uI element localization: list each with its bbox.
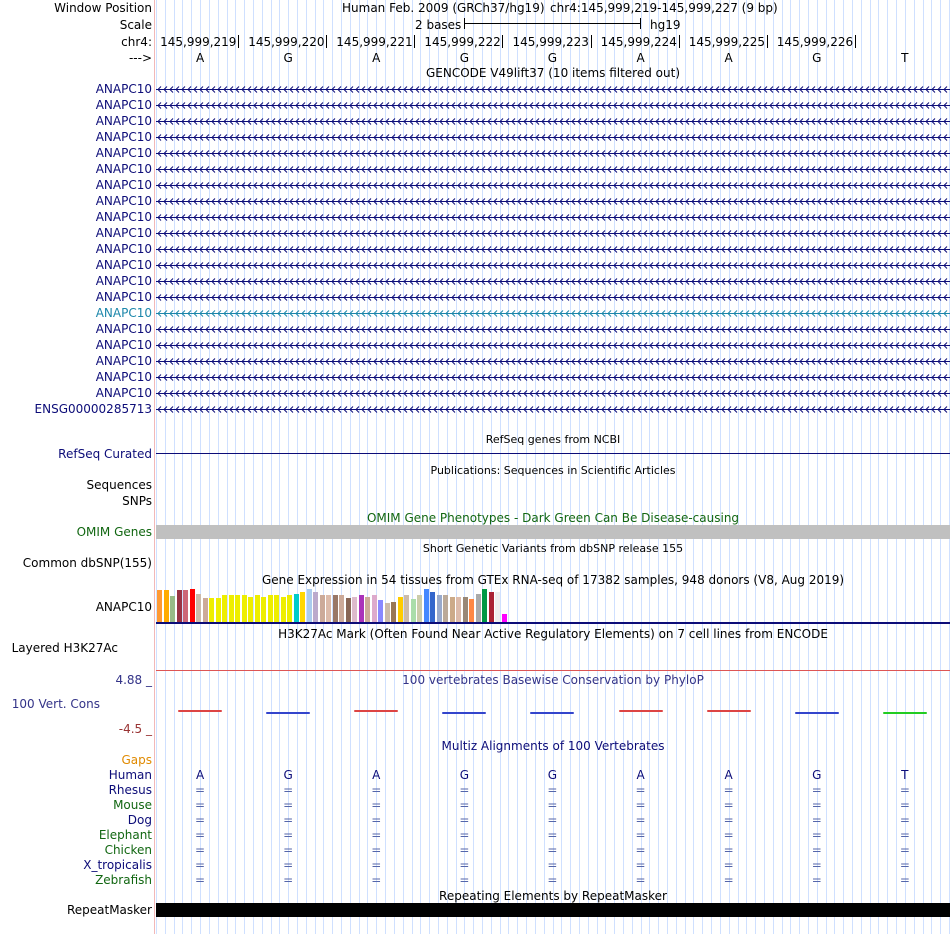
gencode-gene-line[interactable] — [156, 308, 950, 319]
gene-strand-arrows — [156, 164, 950, 175]
gtex-tissue-bar[interactable] — [183, 590, 188, 622]
scale-bar — [464, 17, 641, 31]
gencode-gene-label[interactable]: ANAPC10 — [95, 82, 152, 96]
multiz-base: = — [811, 813, 822, 827]
scale-db: hg19 — [650, 18, 681, 32]
gene-strand-arrows — [156, 292, 950, 303]
gencode-gene-line[interactable] — [156, 388, 950, 399]
gtex-tissue-bar[interactable] — [437, 595, 442, 622]
gtex-tissue-bar[interactable] — [339, 595, 344, 622]
gtex-tissue-bar[interactable] — [274, 595, 279, 622]
base-letter: G — [547, 51, 558, 65]
gencode-gene-line[interactable] — [156, 340, 950, 351]
multiz-base: = — [811, 843, 822, 857]
multiz-base: = — [723, 813, 734, 827]
multiz-base: A — [195, 768, 205, 782]
gencode-gene-line[interactable] — [156, 260, 950, 271]
multiz-base: = — [283, 873, 294, 887]
coordinate-tick — [591, 35, 592, 48]
gencode-gene-line[interactable] — [156, 164, 950, 175]
multiz-species-label[interactable]: Dog — [127, 813, 152, 827]
window-position-label: Window Position — [54, 1, 152, 15]
gtex-tissue-bar[interactable] — [326, 595, 331, 622]
multiz-base: = — [811, 828, 822, 842]
multiz-base: G — [283, 768, 293, 782]
gtex-tissue-bar[interactable] — [235, 595, 240, 622]
phylop-score-mark — [795, 712, 839, 714]
multiz-species-label[interactable]: Elephant — [98, 828, 152, 842]
omim-title: OMIM Gene Phenotypes - Dark Green Can Be Disease-causing — [366, 511, 740, 525]
gencode-gene-label[interactable]: ANAPC10 — [95, 370, 152, 384]
gene-strand-arrows — [156, 244, 950, 255]
gtex-tissue-bar[interactable] — [463, 597, 468, 623]
multiz-base: = — [635, 813, 646, 827]
gene-strand-arrows — [156, 372, 950, 383]
gtex-tissue-bar[interactable] — [489, 592, 494, 622]
gencode-gene-line[interactable] — [156, 404, 950, 415]
multiz-base: = — [459, 858, 470, 872]
multiz-base: = — [371, 873, 382, 887]
gaps-label[interactable]: Gaps — [121, 753, 152, 767]
gencode-gene-line[interactable] — [156, 132, 950, 143]
gene-strand-arrows — [156, 228, 950, 239]
gene-strand-arrows — [156, 324, 950, 335]
gtex-tissue-bar[interactable] — [476, 594, 481, 622]
gencode-gene-line[interactable] — [156, 100, 950, 111]
coordinate-label: 145,999,225 — [688, 35, 766, 49]
gtex-tissue-bar[interactable] — [391, 602, 396, 622]
assembly-title: Human Feb. 2009 (GRCh37/hg19) — [342, 1, 545, 15]
dbsnp-label[interactable]: Common dbSNP(155) — [22, 556, 152, 570]
multiz-base: = — [899, 798, 910, 812]
gtex-tissue-bar[interactable] — [495, 592, 500, 622]
gene-strand-arrows — [156, 100, 950, 111]
gtex-tissue-bar[interactable] — [424, 589, 429, 622]
coordinate-tick — [326, 35, 327, 48]
gencode-gene-line[interactable] — [156, 324, 950, 335]
multiz-base: = — [371, 858, 382, 872]
publications-snps-label[interactable]: SNPs — [122, 494, 152, 508]
gtex-tissue-bar[interactable] — [294, 594, 299, 622]
multiz-base: = — [811, 873, 822, 887]
gencode-gene-line[interactable] — [156, 196, 950, 207]
gtex-tissue-bar[interactable] — [333, 595, 338, 622]
gtex-tissue-bar[interactable] — [170, 596, 175, 623]
repeatmasker-label[interactable]: RepeatMasker — [66, 903, 152, 917]
gencode-gene-line[interactable] — [156, 180, 950, 191]
gene-strand-arrows — [156, 116, 950, 127]
gtex-tissue-bar[interactable] — [450, 597, 455, 623]
multiz-base: = — [459, 813, 470, 827]
gencode-gene-label[interactable]: ANAPC10 — [95, 178, 152, 192]
multiz-base: = — [283, 843, 294, 857]
gtex-tissue-bar[interactable] — [209, 598, 214, 622]
gtex-tissue-bar[interactable] — [255, 595, 260, 622]
gtex-tissue-bar[interactable] — [456, 597, 461, 623]
refseq-gene-line[interactable] — [156, 453, 950, 454]
gencode-gene-label[interactable]: ANAPC10 — [95, 194, 152, 208]
gencode-gene-line[interactable] — [156, 372, 950, 383]
gtex-tissue-bar[interactable] — [365, 597, 370, 623]
gencode-gene-label[interactable]: ANAPC10 — [95, 114, 152, 128]
repeatmasker-element[interactable] — [156, 903, 950, 917]
multiz-base: = — [899, 873, 910, 887]
multiz-base: A — [724, 768, 733, 782]
gencode-gene-line[interactable] — [156, 116, 950, 127]
multiz-base: = — [547, 813, 558, 827]
gtex-tissue-bar[interactable] — [417, 595, 422, 622]
multiz-base: = — [371, 828, 382, 842]
multiz-base: = — [195, 858, 206, 872]
gtex-tissue-bar[interactable] — [229, 595, 234, 622]
multiz-base: = — [635, 858, 646, 872]
multiz-base: = — [635, 828, 646, 842]
phylop-score-mark — [707, 710, 751, 712]
gtex-tissue-bar[interactable] — [164, 590, 169, 622]
h3k27ac-label[interactable]: Layered H3K27Ac — [11, 641, 118, 655]
multiz-title: Multiz Alignments of 100 Vertebrates — [441, 739, 665, 753]
gtex-tissue-bar[interactable] — [261, 597, 266, 623]
multiz-base: = — [459, 798, 470, 812]
phylop-score-mark — [530, 712, 574, 714]
multiz-species-label[interactable]: Chicken — [104, 843, 152, 857]
base-letter: T — [901, 51, 909, 65]
gtex-bar-chart[interactable] — [156, 588, 950, 622]
gtex-tissue-bar[interactable] — [502, 614, 507, 622]
repeatmasker-title: Repeating Elements by RepeatMasker — [439, 889, 667, 903]
gtex-tissue-bar[interactable] — [216, 598, 221, 622]
gtex-tissue-bar[interactable] — [352, 597, 357, 623]
gencode-gene-line[interactable] — [156, 356, 950, 367]
gtex-tissue-bar[interactable] — [398, 597, 403, 623]
multiz-base: = — [723, 858, 734, 872]
coordinate-tick — [855, 35, 856, 48]
gene-strand-arrows — [156, 212, 950, 223]
gtex-tissue-bar[interactable] — [287, 595, 292, 622]
base-letter: G — [459, 51, 469, 65]
multiz-base: A — [372, 768, 381, 782]
coordinate-label: 145,999,219 — [160, 35, 237, 49]
base-letter: A — [724, 51, 733, 65]
gtex-tissue-bar[interactable] — [359, 595, 364, 622]
refseq-title: RefSeq genes from NCBI — [485, 433, 621, 446]
multiz-base: = — [459, 843, 470, 857]
phylop-label[interactable]: 100 Vert. Cons — [11, 697, 100, 711]
gene-strand-arrows — [156, 404, 950, 415]
gencode-gene-line[interactable] — [156, 244, 950, 255]
gtex-tissue-bar[interactable] — [222, 595, 227, 622]
base-letter: A — [195, 51, 205, 65]
multiz-base: = — [899, 843, 910, 857]
multiz-base: = — [899, 813, 910, 827]
gtex-tissue-bar[interactable] — [430, 592, 435, 622]
coordinate-label: 145,999,221 — [336, 35, 413, 49]
coordinate-tick — [238, 35, 239, 48]
multiz-base: = — [635, 783, 646, 797]
multiz-base: = — [283, 813, 294, 827]
multiz-base: = — [635, 798, 646, 812]
gtex-title: Gene Expression in 54 tissues from GTEx RNA-seq of 17382 samples, 948 donors (V8, Aug 2019) — [261, 573, 845, 587]
gencode-gene-label[interactable]: ANAPC10 — [95, 146, 152, 160]
multiz-base: = — [283, 828, 294, 842]
multiz-base: = — [899, 858, 910, 872]
multiz-species-label[interactable]: Rhesus — [108, 783, 152, 797]
base-letter: G — [812, 51, 822, 65]
coordinate-tick — [414, 35, 415, 48]
gencode-gene-label[interactable]: ANAPC10 — [95, 242, 152, 256]
gtex-tissue-bar[interactable] — [313, 592, 318, 622]
multiz-base: = — [547, 828, 558, 842]
position-readout: chr4:145,999,219-145,999,227 (9 bp) — [550, 1, 778, 15]
gencode-gene-label[interactable]: ANAPC10 — [95, 274, 152, 288]
gencode-gene-line[interactable] — [156, 84, 950, 95]
multiz-base: = — [195, 828, 206, 842]
gtex-tissue-bar[interactable] — [242, 595, 247, 622]
multiz-species-label[interactable]: Zebrafish — [95, 873, 152, 887]
gene-strand-arrows — [156, 388, 950, 399]
gencode-gene-label[interactable]: ANAPC10 — [95, 162, 152, 176]
multiz-base: = — [811, 798, 822, 812]
multiz-species-label[interactable]: Human — [108, 768, 152, 782]
gencode-title: GENCODE V49lift37 (10 items filtered out) — [425, 66, 680, 80]
label-divider — [154, 0, 155, 934]
gencode-gene-label[interactable]: ENSG00000285713 — [34, 402, 152, 416]
gtex-tissue-bar[interactable] — [346, 598, 351, 623]
phylop-score-mark — [619, 710, 663, 712]
gencode-gene-label[interactable]: ANAPC10 — [95, 226, 152, 240]
coordinate-label: 145,999,222 — [424, 35, 501, 49]
base-letter: G — [283, 51, 293, 65]
scale-text: 2 bases — [415, 18, 462, 32]
gtex-tissue-bar[interactable] — [190, 589, 195, 622]
phylop-min: -4.5 _ — [118, 722, 152, 736]
gencode-gene-line[interactable] — [156, 292, 950, 303]
gene-strand-arrows — [156, 180, 950, 191]
multiz-species-label[interactable]: Mouse — [113, 798, 152, 812]
gene-strand-arrows — [156, 84, 950, 95]
gencode-gene-label[interactable]: ANAPC10 — [95, 338, 152, 352]
multiz-species-label[interactable]: X_tropicalis — [83, 858, 152, 872]
gtex-tissue-bar[interactable] — [281, 597, 286, 623]
gene-strand-arrows — [156, 260, 950, 271]
gencode-gene-label[interactable]: ANAPC10 — [95, 210, 152, 224]
coordinate-label: 145,999,223 — [512, 35, 589, 49]
gene-strand-arrows — [156, 308, 950, 319]
multiz-base: = — [371, 813, 382, 827]
gene-strand-arrows — [156, 340, 950, 351]
multiz-base: = — [371, 798, 382, 812]
multiz-base: = — [547, 843, 558, 857]
omim-gene-bar[interactable] — [156, 525, 950, 539]
multiz-base: = — [811, 783, 822, 797]
multiz-base: = — [635, 843, 646, 857]
multiz-base: G — [547, 768, 558, 782]
phylop-title: 100 vertebrates Basewise Conservation by PhyloP — [402, 673, 704, 687]
multiz-base: = — [547, 858, 558, 872]
gencode-gene-line[interactable] — [156, 148, 950, 159]
coordinate-tick — [502, 35, 503, 48]
phylop-score-mark — [266, 712, 310, 714]
gtex-tissue-bar[interactable] — [378, 600, 383, 622]
coordinate-label: 145,999,224 — [600, 35, 677, 49]
gtex-tissue-bar[interactable] — [203, 598, 208, 622]
phylop-score-mark — [883, 712, 927, 714]
gencode-gene-label[interactable]: ANAPC10 — [95, 322, 152, 336]
multiz-base: = — [723, 843, 734, 857]
gtex-tissue-bar[interactable] — [248, 597, 253, 623]
dbsnp-title: Short Genetic Variants from dbSNP release 155 — [422, 542, 684, 555]
multiz-base: = — [459, 873, 470, 887]
multiz-base: = — [723, 798, 734, 812]
gene-strand-arrows — [156, 276, 950, 287]
omim-label[interactable]: OMIM Genes — [76, 525, 152, 539]
gtex-tissue-bar[interactable] — [320, 595, 325, 622]
gtex-tissue-bar[interactable] — [469, 599, 474, 622]
multiz-base: = — [899, 828, 910, 842]
gtex-tissue-bar[interactable] — [307, 589, 312, 622]
multiz-base: = — [459, 828, 470, 842]
multiz-base: = — [547, 783, 558, 797]
gtex-tissue-bar[interactable] — [411, 599, 416, 622]
multiz-base: = — [195, 798, 206, 812]
gencode-gene-label[interactable]: ANAPC10 — [95, 306, 152, 320]
multiz-base: = — [547, 798, 558, 812]
gtex-tissue-bar[interactable] — [300, 592, 305, 622]
multiz-base: = — [195, 783, 206, 797]
gene-strand-arrows — [156, 196, 950, 207]
gencode-gene-line[interactable] — [156, 276, 950, 287]
gencode-gene-label[interactable]: ANAPC10 — [95, 386, 152, 400]
coordinate-label: 145,999,226 — [776, 35, 854, 49]
multiz-base: = — [723, 783, 734, 797]
gtex-label[interactable]: ANAPC10 — [95, 600, 152, 614]
multiz-base: G — [812, 768, 822, 782]
gencode-gene-label[interactable]: ANAPC10 — [95, 130, 152, 144]
multiz-base: = — [459, 783, 470, 797]
gtex-tissue-bar[interactable] — [482, 589, 487, 622]
publications-sequences-label[interactable]: Sequences — [86, 478, 152, 492]
multiz-base: = — [547, 873, 558, 887]
multiz-base: = — [283, 798, 294, 812]
chrom-label: chr4: — [121, 35, 152, 49]
h3k27ac-signal-line — [156, 670, 950, 671]
gene-strand-arrows — [156, 132, 950, 143]
gtex-gene-line — [156, 622, 950, 624]
gencode-gene-label[interactable]: ANAPC10 — [95, 258, 152, 272]
base-letter: A — [372, 51, 381, 65]
multiz-base: G — [459, 768, 469, 782]
coordinate-tick — [679, 35, 680, 48]
multiz-base: = — [283, 858, 294, 872]
publications-title: Publications: Sequences in Scientific Articles — [430, 464, 676, 477]
gencode-gene-label[interactable]: ANAPC10 — [95, 290, 152, 304]
strand-label: ---> — [128, 51, 152, 65]
gene-strand-arrows — [156, 148, 950, 159]
multiz-base: = — [195, 813, 206, 827]
multiz-base: = — [723, 873, 734, 887]
gtex-tissue-bar[interactable] — [177, 590, 182, 622]
phylop-score-mark — [178, 710, 222, 712]
gencode-gene-label[interactable]: ANAPC10 — [95, 98, 152, 112]
phylop-max: 4.88 _ — [115, 673, 152, 687]
gencode-gene-line[interactable] — [156, 228, 950, 239]
gencode-gene-line[interactable] — [156, 212, 950, 223]
gtex-tissue-bar[interactable] — [372, 595, 377, 622]
gtex-tissue-bar[interactable] — [443, 595, 448, 622]
gene-strand-arrows — [156, 356, 950, 367]
multiz-base: = — [371, 843, 382, 857]
multiz-base: = — [195, 873, 206, 887]
multiz-base: = — [371, 783, 382, 797]
phylop-score-mark — [442, 712, 486, 714]
multiz-base: = — [283, 783, 294, 797]
gtex-tissue-bar[interactable] — [268, 595, 273, 622]
multiz-base: A — [636, 768, 645, 782]
multiz-base: = — [195, 843, 206, 857]
multiz-base: = — [635, 873, 646, 887]
coordinate-label: 145,999,220 — [248, 35, 325, 49]
base-letter: A — [636, 51, 645, 65]
coordinate-tick — [767, 35, 768, 48]
gtex-tissue-bar[interactable] — [404, 595, 409, 622]
multiz-base: T — [901, 768, 909, 782]
phylop-score-mark — [354, 710, 398, 712]
scale-label: Scale — [119, 18, 152, 32]
gtex-tissue-bar[interactable] — [196, 594, 201, 622]
multiz-base: = — [811, 858, 822, 872]
h3k27ac-title: H3K27Ac Mark (Often Found Near Active Regulatory Elements) on 7 cell lines from ENCODE — [278, 627, 828, 641]
multiz-base: = — [723, 828, 734, 842]
gtex-tissue-bar[interactable] — [385, 603, 390, 622]
gencode-gene-label[interactable]: ANAPC10 — [95, 354, 152, 368]
refseq-label[interactable]: RefSeq Curated — [58, 447, 152, 461]
gtex-tissue-bar[interactable] — [157, 590, 162, 622]
multiz-base: = — [899, 783, 910, 797]
